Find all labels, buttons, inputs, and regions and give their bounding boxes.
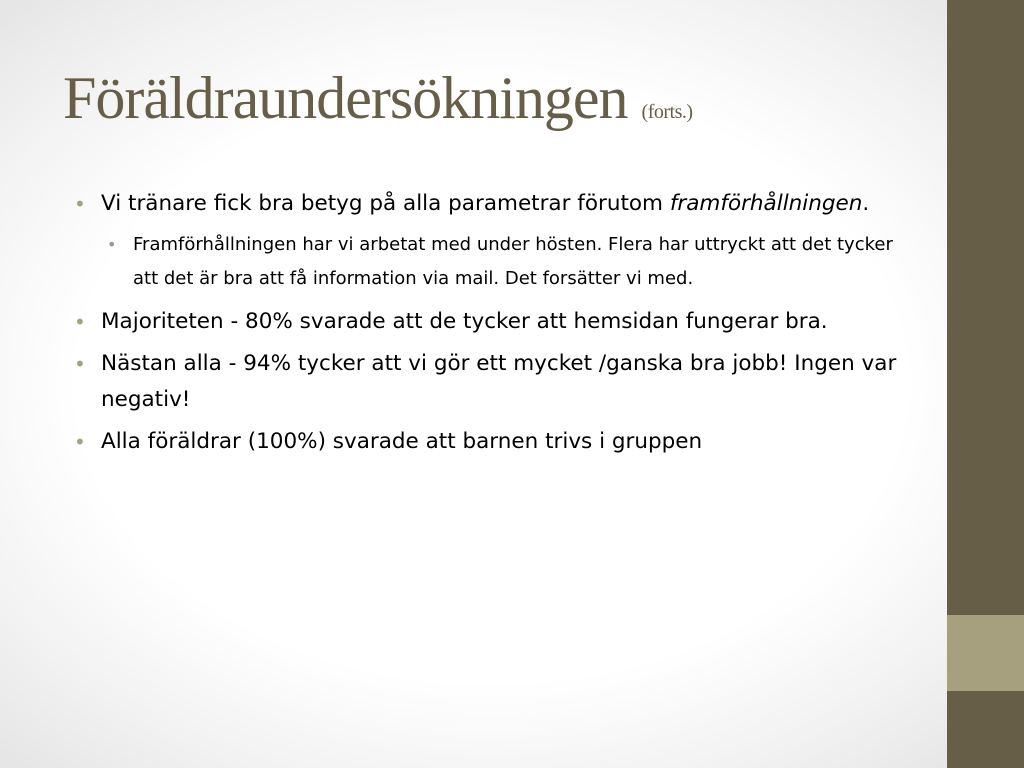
bullet-marker: •	[74, 310, 86, 334]
bullet-text-1-tail: .	[862, 191, 870, 216]
bullet-text-4: Alla föräldrar (100%) svarade att barnen trivs i gruppen	[101, 429, 703, 454]
bullet-text-2: Majoriteten - 80% svarade att de tycker att hemsidan fungerar bra.	[101, 309, 828, 334]
bullet-item-1	[74, 186, 904, 222]
bullet-text-1: Vi tränare fick bra betyg på alla parametrar förutom	[101, 191, 670, 216]
bullet-item-4	[74, 424, 904, 460]
slide-body	[74, 186, 904, 466]
title-main: Föräldraundersökningen	[63, 65, 628, 131]
slide-title	[63, 58, 693, 152]
sub-bullet-marker: •	[107, 235, 117, 254]
bullet-marker: •	[74, 192, 86, 216]
sub-bullet-text-1: Framförhållningen har vi arbetat med under hösten. Flera har uttryckt att det tycker att det är bra att få information via mail. Det forsätter vi med.	[133, 234, 893, 289]
bullet-text-3: Nästan alla - 94% tycker att vi gör ett mycket /ganska bra jobb! Ingen var negativ!	[101, 351, 897, 412]
bullet-item-2	[74, 304, 904, 340]
bullet-marker: •	[74, 430, 86, 454]
bullet-emphasis: framförhållningen	[669, 191, 863, 216]
bullet-item-3	[74, 346, 904, 418]
title-suffix: (forts.)	[641, 101, 693, 123]
sub-bullet-item-1	[74, 228, 904, 296]
bullet-marker: •	[74, 352, 86, 376]
side-accent-block	[947, 615, 1024, 691]
